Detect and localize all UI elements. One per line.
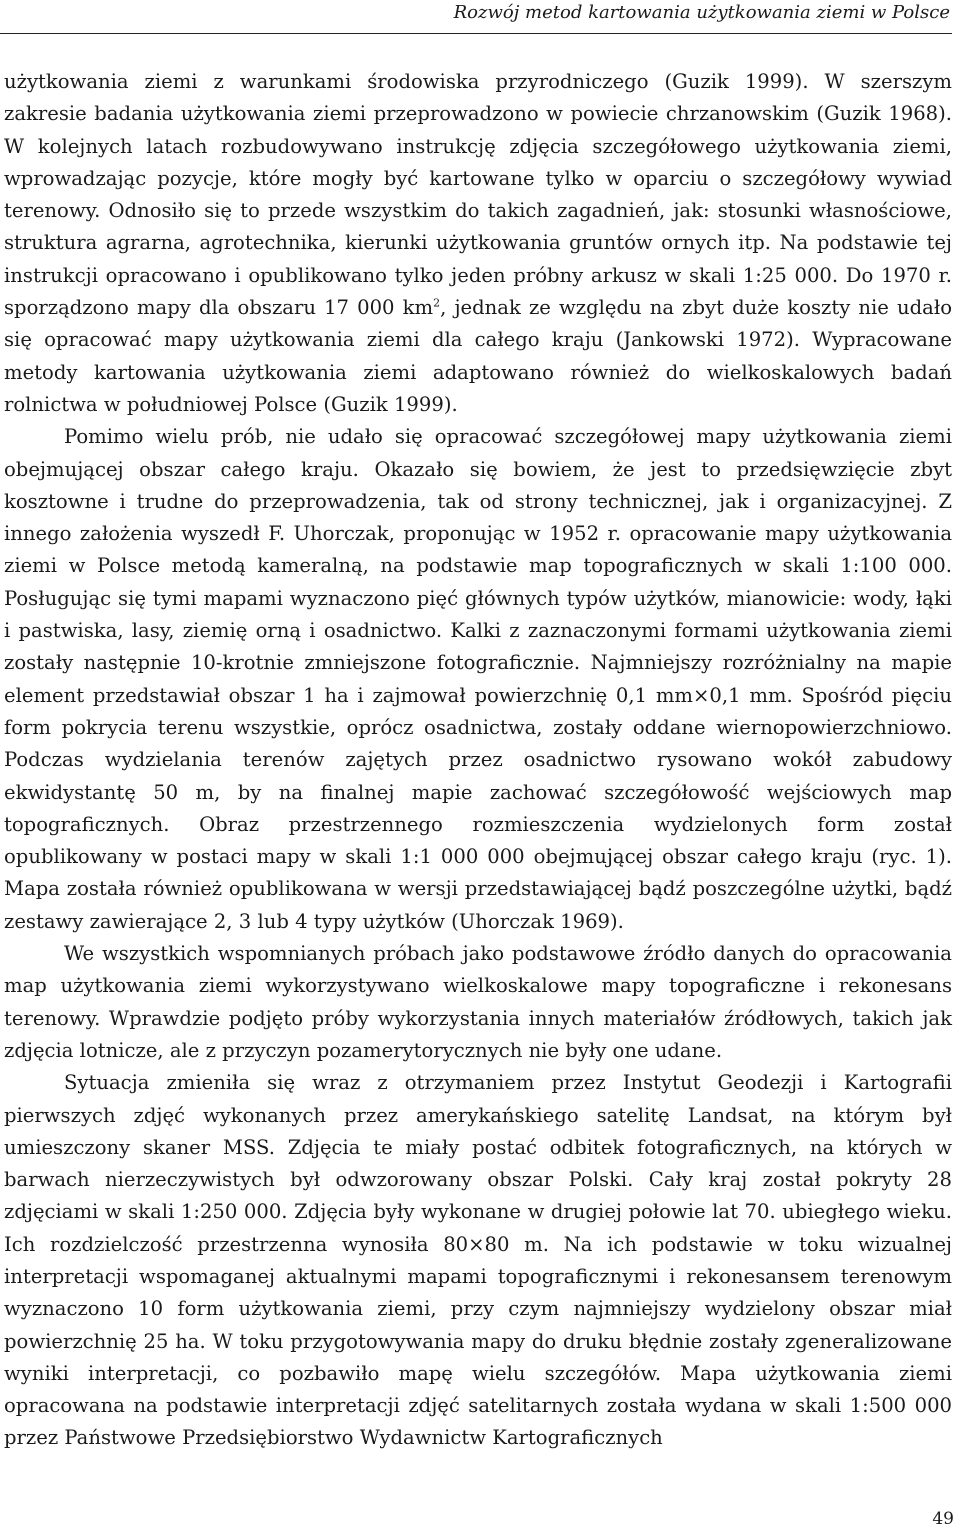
body-text (4, 66, 952, 1455)
paragraph-1-text-continued: , jednak ze względu na zbyt duże koszty nie udało się opracować mapy użytkowania ziemi dla całego kraju (Jankowski 1972). Wypracowane metody kartowania użytkowania ziemi adaptowano również do wielkoskalowych badań rolnictwa w południowej Polsce (Guzik 1999). (4, 296, 953, 416)
paragraph-3: We wszystkich wspomnianych próbach jako podstawowe źródło danych do opracowania map użytkowania ziemi wykorzystywano wielkoskalowe mapy topograficzne i rekonesans terenowy. Wprawdzie podjęto próby wykorzystania innych materiałów źródłowych, takich jak zdjęcia lotnicze, ale z przyczyn pozamerytorycznych nie były one udane. (4, 942, 952, 1062)
running-title: Rozwój metod kartowania użytkowania ziemi w Polsce (453, 2, 950, 23)
page-number: 49 (932, 1509, 954, 1529)
paragraph-4: Sytuacja zmieniła się wraz z otrzymaniem przez Instytut Geodezji i Kartografii pierwszych zdjęć wykonanych przez amerykańskiego satelitę Landsat, na którym był umieszczony skaner MSS. Zdjęcia te miały postać odbitek fotograficznych, na których w barwach nierzeczywistych był odwzorowany obszar Polski. Cały kraj został pokryty 28 zdjęciami w skali 1:250 000. Zdjęcia były wykonane w drugiej połowie lat 70. ubiegłego wieku. Ich rozdzielczość przestrzenna wynosiła 80×80 m. Na ich podstawie w toku wizualnej interpretacji wspomaganej aktualnymi mapami topograficznymi i rekonesansem terenowym wyznaczono 10 form użytkowania ziemi, przy czym najmniejszy wydzielony obszar miał powierzchnię 25 ha. W toku przygotowywania mapy do druku błędnie zostały zgeneralizowane wyniki interpretacji, co pozbawiło mapę wielu szczegółów. Mapa użytkowania ziemi opracowana na podstawie interpretacji zdjęć satelitarnych została wydana w skali 1:500 000 przez Państwowe Przedsiębiorstwo Wydawnictw Kartograficznych (4, 1071, 952, 1450)
paragraph-2: Pomimo wielu prób, nie udało się opracować szczegółowej mapy użytkowania ziemi obejmującej obszar całego kraju. Okazało się bowiem, że jest to przedsięwzięcie zbyt kosztowne i trudne do przeprowadzenia, tak od strony technicznej, jak i organizacyjnej. Z innego założenia wyszedł F. Uhorczak, proponując w 1952 r. opracowanie mapy użytkowania ziemi w Polsce metodą kameralną, na podstawie map topograficznych w skali 1:100 000. Posługując się tymi mapami wyznaczono pięć głównych typów użytków, mianowicie: wody, łąki i pastwiska, lasy, ziemię orną i osadnictwo. Kalki z zaznaczonymi formami użytkowania ziemi zostały następnie 10-krotnie zmniejszone fotograficznie. Najmniejszy rozróżnialny na mapie element przedstawiał obszar 1 ha i zajmował powierzchnię 0,1 mm×0,1 mm. Spośród pięciu form pokrycia terenu wszystkie, oprócz osadnictwa, zostały oddane wiernopowierzchniowo. Podczas wydzielania terenów zajętych przez osadnictwo rysowano wokół zabudowy ekwidystantę 50 m, by na finalnej mapie zachować szczegółowość wejściowych map topograficznych. Obraz przestrzennego rozmieszczenia wydzielonych form został opublikowany w postaci mapy w skali 1:1 000 000 obejmującej obszar całego kraju (ryc. 1). Mapa została również opublikowana w wersji przedstawiającej bądź poszczególne użytki, bądź zestawy zawierające 2, 3 lub 4 typy użytków (Uhorczak 1969). (4, 425, 952, 933)
paragraph-1-text: użytkowania ziemi z warunkami środowiska przyrodniczego (Guzik 1999). W szerszym zakresie badania użytkowania ziemi przeprowadzono w powiecie chrzanowskim (Guzik 1968). W kolejnych latach rozbudowywano instrukcję zdjęcia szczegółowego użytkowania ziemi, wprowadzając pozycje, które mogły być kartowane tylko w oparciu o szczegółowy wywiad terenowy. Odnosiło się to przede wszystkim do takich zagadnień, jak: stosunki własnościowe, struktura agrarna, agrotechnika, kierunki użytkowania gruntów ornych itp. Na podstawie tej instrukcji opracowano i opublikowano tylko jeden próbny arkusz w skali 1:25 000. Do 1970 r. sporządzono mapy dla obszaru 17 000 km (4, 70, 952, 320)
running-header (0, 0, 952, 34)
km-squared-superscript: 2 (433, 296, 441, 310)
paragraph-1 (4, 66, 952, 421)
